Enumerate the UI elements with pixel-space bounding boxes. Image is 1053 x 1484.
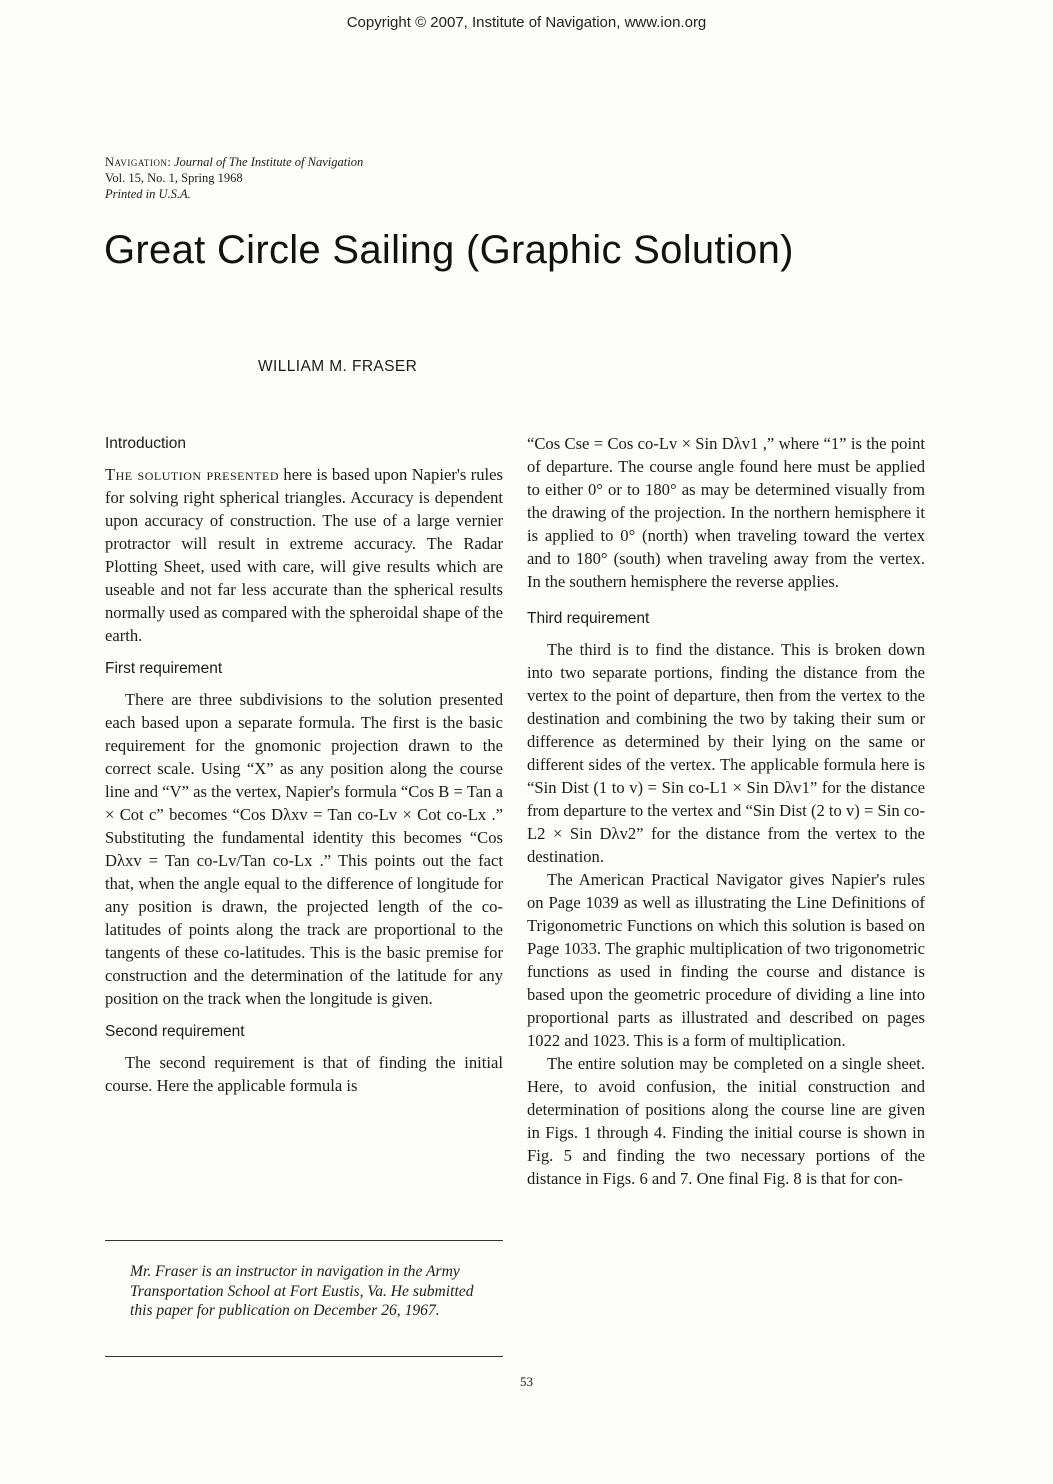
footnote-rule-bottom: [105, 1356, 503, 1357]
introduction-lead: The solution presented: [105, 465, 279, 484]
article-author: WILLIAM M. FRASER: [258, 358, 418, 375]
third-requirement-paragraph-1: The third is to find the distance. This is broken down into two separate portions, finding the distance from the vertex to the point of departure, then from the vertex to the destination and combining the two by taking their sum or difference as determined by their lying on the same or different sides of the vertex. The applicable formula here is “Sin Dist (1 to v) = Sin co-L1 × Sin Dλv1” for the distance from departure to the vertex and “Sin Dist (2 to v) = Sin co-L2 × Sin Dλv2” for the distance from the vertex to the destination.: [527, 640, 925, 866]
journal-info: [105, 154, 363, 202]
journal-subtitle: Journal of The Institute of Navigation: [173, 155, 364, 169]
section-heading-third: Third requirement: [527, 610, 650, 627]
first-requirement-paragraph: There are three subdivisions to the solution presented each based upon a separate formula. The first is the basic requirement for the gnomonic projection drawn to the correct scale. Using “X” as any position along the course line and “V” as the vertex, Napier's formula “Cos B = Tan a × Cot c” becomes “Cos Dλxv = Tan co-Lv × Cot co-Lx .” Substituting the fundamental identity this becomes “Cos Dλxv = Tan co-Lv/Tan co-Lx .” This points out the fact that, when the angle equal to the difference of longitude for any position is drawn, the projected length of the co-latitudes of points along the track are proportional to the tangents of these co-latitudes. This is the basic premise for construction and the determination of the latitude for any position on the track when the longitude is given.: [105, 690, 503, 1008]
third-requirement-paragraph-3: The entire solution may be completed on a single sheet. Here, to avoid confusion, the initial construction and determination of positions along the course line are given in Figs. 1 through 4. Finding the initial course is shown in Fig. 5 and finding the two necessary portions of the distance in Figs. 6 and 7. One final Fig. 8 is that for con-: [527, 1054, 925, 1188]
second-requirement-paragraph: The second requirement is that of finding the initial course. Here the applicable formula is: [105, 1053, 503, 1095]
page-number: 53: [520, 1374, 533, 1389]
section-heading-first: First requirement: [105, 660, 223, 677]
journal-volume: Vol. 15, No. 1, Spring 1968: [105, 171, 243, 185]
journal-line: Navigation: Journal of The Institute of Navigation: [105, 155, 364, 169]
introduction-body: here is based upon Napier's rules for solving right spherical triangles. Accuracy is dependent upon accuracy of construction. The use of a large vernier protractor will result in extreme accuracy. The Radar Plotting Sheet, used with care, will give results which are useable and not far less accurate than the spherical results normally used as compared with the spheroidal shape of the earth.: [105, 465, 503, 645]
section-heading-introduction: Introduction: [105, 435, 186, 452]
section-heading-second: Second requirement: [105, 1023, 245, 1040]
footnote-rule-top: [105, 1240, 503, 1241]
article-title: Great Circle Sailing (Graphic Solution): [104, 228, 794, 272]
author-footnote: Mr. Fraser is an instructor in navigation in the Army Transportation School at Fort Eustis, Va. He submitted this paper for publication on December 26, 1967.: [130, 1263, 474, 1319]
journal-printed: Printed in U.S.A.: [105, 187, 191, 201]
right-column: [527, 432, 925, 1190]
left-column: [105, 434, 503, 1097]
journal-name: Navigation: [105, 155, 168, 169]
introduction-paragraph: [105, 463, 503, 647]
second-requirement-continuation: “Cos Cse = Cos co-Lv × Sin Dλv1 ,” where “1” is the point of departure. The course angle found here must be applied to either 0° or to 180° as may be determined visually from the drawing of the projection. In the northern hemisphere it is applied to 0° (north) when traveling toward the vertex and to 180° (south) when traveling away from the vertex. In the southern hemisphere the reverse applies.: [527, 434, 925, 591]
copyright-notice: Copyright © 2007, Institute of Navigation, www.ion.org: [346, 14, 707, 31]
third-requirement-paragraph-2: The American Practical Navigator gives Napier's rules on Page 1039 as well as illustrating the Line Definitions of Trigonometric Functions on which this solution is based on Page 1033. The graphic multiplication of two trigonometric functions as used in finding the course and distance is based upon the geometric procedure of dividing a line into proportional parts as illustrated and described on pages 1022 and 1023. This is a form of multiplication.: [527, 870, 925, 1050]
